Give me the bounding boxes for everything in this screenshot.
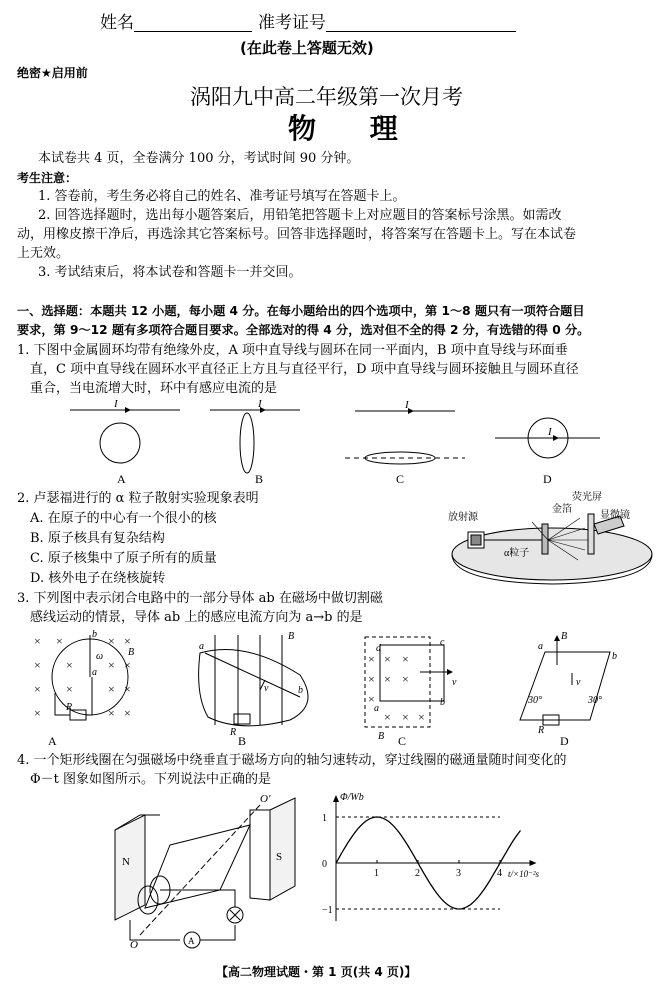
x-axis-arrow xyxy=(530,860,537,866)
svg-text:×: × xyxy=(418,710,425,724)
q3c-b-label: b xyxy=(440,697,445,708)
q3a-field-label: B xyxy=(128,647,135,658)
svg-text:×: × xyxy=(402,710,409,724)
q3-option-d: D xyxy=(560,734,569,748)
svg-text:×: × xyxy=(108,706,115,720)
q1c-current-label: I xyxy=(405,399,409,411)
q3b-r-label: R xyxy=(230,727,237,738)
page-footer: 【高二物理试题・第 1 页(共 4 页)】 xyxy=(216,965,417,979)
svg-text:×: × xyxy=(124,706,131,720)
q3-line2: 感线运动的情景，导体 ab 上的感应电流方向为 a→b 的是 xyxy=(30,610,363,625)
section1-line2: 要求，第 9～12 题有多项符合题目要求。全部选对的得 4 分，选对但不全的得 2 分，有选错的得 0 分。 xyxy=(17,323,590,337)
x-tick-label: 3 xyxy=(456,868,461,879)
fig-foil-label: 金箔 xyxy=(552,504,572,515)
q2-option-c: C. 原子核集中了原子所有的质量 xyxy=(30,551,217,566)
q3d-a-label: a xyxy=(538,641,543,652)
q4-line1: 4. 一个矩形线圈在匀强磁场中绕垂直于磁场方向的轴匀速转动，穿过线圈的磁通量随时间变化的 xyxy=(17,753,567,768)
q3d-b-label: b xyxy=(612,651,617,662)
subject-title: 物 理 xyxy=(288,112,420,145)
exam-summary: 本试卷共 4 页，全卷满分 100 分，考试时间 90 分钟。 xyxy=(38,151,360,166)
axis-oprime-label: O′ xyxy=(260,793,271,805)
q3a-a-label: a xyxy=(92,667,97,678)
fluorescent-screen xyxy=(588,514,594,554)
svg-text:×: × xyxy=(108,682,115,696)
fig-microscope-label: 显微镜 xyxy=(600,510,630,521)
svg-text:×: × xyxy=(368,692,375,706)
axis-o-label: O xyxy=(130,939,138,950)
notice-2c: 上无效。 xyxy=(17,246,70,261)
fig-screen-label: 荧光屏 xyxy=(572,492,602,503)
q3-option-b: B xyxy=(238,734,247,748)
x-tick-label: 1 xyxy=(374,868,379,879)
q4-line2: Φ－t 图象如图所示。下列说法中正确的是 xyxy=(30,772,272,787)
svg-text:×: × xyxy=(402,672,409,686)
q3b-a-label: a xyxy=(199,641,204,652)
chart-x-axis-label: t/×10⁻²s xyxy=(508,869,540,879)
notice-2a: 2. 回答选择题时，选出每小题答案后，用铅笔把答题卡上对应题目的答案标号涂黑。如需改 xyxy=(38,208,562,223)
y-axis-arrow xyxy=(333,795,339,802)
q3a-r-label: R xyxy=(66,702,73,713)
q3b-v-label: v xyxy=(264,683,269,694)
q3a-omega-label: ω xyxy=(96,651,104,662)
svg-text:×: × xyxy=(384,672,391,686)
q3-option-a: A xyxy=(48,734,57,748)
exam-title: 涡阳九中高二年级第一次月考 xyxy=(190,85,463,109)
notice-1: 1. 答卷前，考生务必将自己的姓名、准考证号填写在答题卡上。 xyxy=(38,189,406,204)
q3d-angle-left: 30° xyxy=(528,695,542,706)
id-blank[interactable] xyxy=(326,15,516,32)
q2-stem: 2. 卢瑟福进行的 α 粒子散射实验现象表明 xyxy=(17,491,259,506)
svg-text:×: × xyxy=(124,634,131,648)
q3b-field-label: B xyxy=(288,631,295,642)
svg-text:×: × xyxy=(108,634,115,648)
q2-option-a: A. 在原子的中心有一个很小的核 xyxy=(30,511,217,526)
invalid-note: (在此卷上答题无效) xyxy=(240,39,374,57)
q3a-b-label: b xyxy=(92,629,97,640)
q2-option-b: B. 原子核具有复杂结构 xyxy=(30,531,165,546)
svg-text:×: × xyxy=(124,682,131,696)
q3b-b-label: b xyxy=(298,685,303,696)
q1-figures xyxy=(0,395,669,490)
svg-text:×: × xyxy=(56,634,63,648)
svg-text:×: × xyxy=(66,682,73,696)
north-pole-label: N xyxy=(122,856,130,868)
secret-mark: 绝密★启用前 xyxy=(17,66,88,80)
fig-particle-label: α粒子 xyxy=(504,548,530,559)
q3d-angle-right: 30° xyxy=(588,695,602,706)
svg-text:×: × xyxy=(368,672,375,686)
q3c-d-label: d xyxy=(376,643,381,654)
q1-line3: 重合，当电流增大时，环中有感应电流的是 xyxy=(30,381,278,396)
notice-3: 3. 考试结束后，将本试卷和答题卡一并交回。 xyxy=(38,265,302,280)
y-tick-label: −1 xyxy=(322,905,333,916)
q3c-c-label: c xyxy=(440,637,445,648)
svg-text:×: × xyxy=(384,652,391,666)
q3d-field-label: B xyxy=(561,631,568,642)
q1-line1: 1. 下图中金属圆环均带有绝缘外皮，A 项中直导线与圆环在同一平面内，B 项中直导线与环面垂 xyxy=(17,343,568,358)
svg-text:×: × xyxy=(384,710,391,724)
name-label: 姓名 xyxy=(100,13,134,33)
id-field xyxy=(258,14,516,32)
svg-text:×: × xyxy=(368,652,375,666)
q1d-current-label: I xyxy=(548,426,552,438)
section1-line1: 一、选择题：本题共 12 小题，每小题 4 分。在每小题给出的四个选项中，第 1～8 题只有一项符合题目 xyxy=(17,304,585,318)
notice-2b: 动，用橡皮擦干净后，再选涂其它答案标号。回答非选择题时，将答案写在答题卡上。写在本试卷 xyxy=(17,227,577,242)
y-tick-label: 1 xyxy=(322,813,327,824)
q2-option-d: D. 核外电子在绕核旋转 xyxy=(30,571,166,586)
q3a-x: × xyxy=(34,634,41,648)
notice-title: 考生注意： xyxy=(17,171,78,185)
q1-line2: 直，C 项中直导线在圆环水平直径正上方且与直径平行，D 项中直导线与圆环接触且与圆环直径 xyxy=(30,362,579,377)
q3c-a-label: a xyxy=(374,703,379,714)
q1b-current-label: I xyxy=(258,398,262,410)
y-tick-label: 0 xyxy=(322,859,327,870)
svg-text:×: × xyxy=(34,706,41,720)
id-label: 准考证号 xyxy=(258,13,326,33)
rutherford-apparatus xyxy=(440,488,660,588)
svg-text:×: × xyxy=(402,652,409,666)
name-field xyxy=(100,14,252,32)
fig-source-label: 放射源 xyxy=(448,512,478,523)
svg-text:×: × xyxy=(108,658,115,672)
q3d-v-label: v xyxy=(576,677,581,688)
chart-y-axis-label: Φ/Wb xyxy=(340,792,364,803)
ammeter-label: A xyxy=(188,936,195,946)
svg-text:×: × xyxy=(124,658,131,672)
q1-option-c: C xyxy=(396,472,405,486)
q3d-r-label: R xyxy=(538,725,545,736)
q3-figures xyxy=(0,625,669,750)
q1-option-b: B xyxy=(255,472,264,486)
generator-figure xyxy=(100,790,310,950)
q1-option-a: A xyxy=(117,472,126,486)
x-tick-label: 4 xyxy=(497,868,502,879)
svg-text:×: × xyxy=(34,658,41,672)
south-pole-label: S xyxy=(276,851,283,863)
flux-time-chart xyxy=(312,788,572,926)
q3c-v-label: v xyxy=(452,677,457,688)
q1-option-d: D xyxy=(543,472,552,486)
q3-option-c: C xyxy=(398,734,407,748)
name-blank[interactable] xyxy=(134,15,252,32)
q1a-current-label: I xyxy=(114,398,118,410)
q3-line1: 3. 下列图中表示闭合电路中的一部分导体 ab 在磁场中做切割磁 xyxy=(17,591,383,606)
svg-text:×: × xyxy=(66,658,73,672)
svg-text:×: × xyxy=(34,682,41,696)
x-tick-label: 2 xyxy=(415,868,420,879)
q3c-field-label: B xyxy=(378,731,385,742)
